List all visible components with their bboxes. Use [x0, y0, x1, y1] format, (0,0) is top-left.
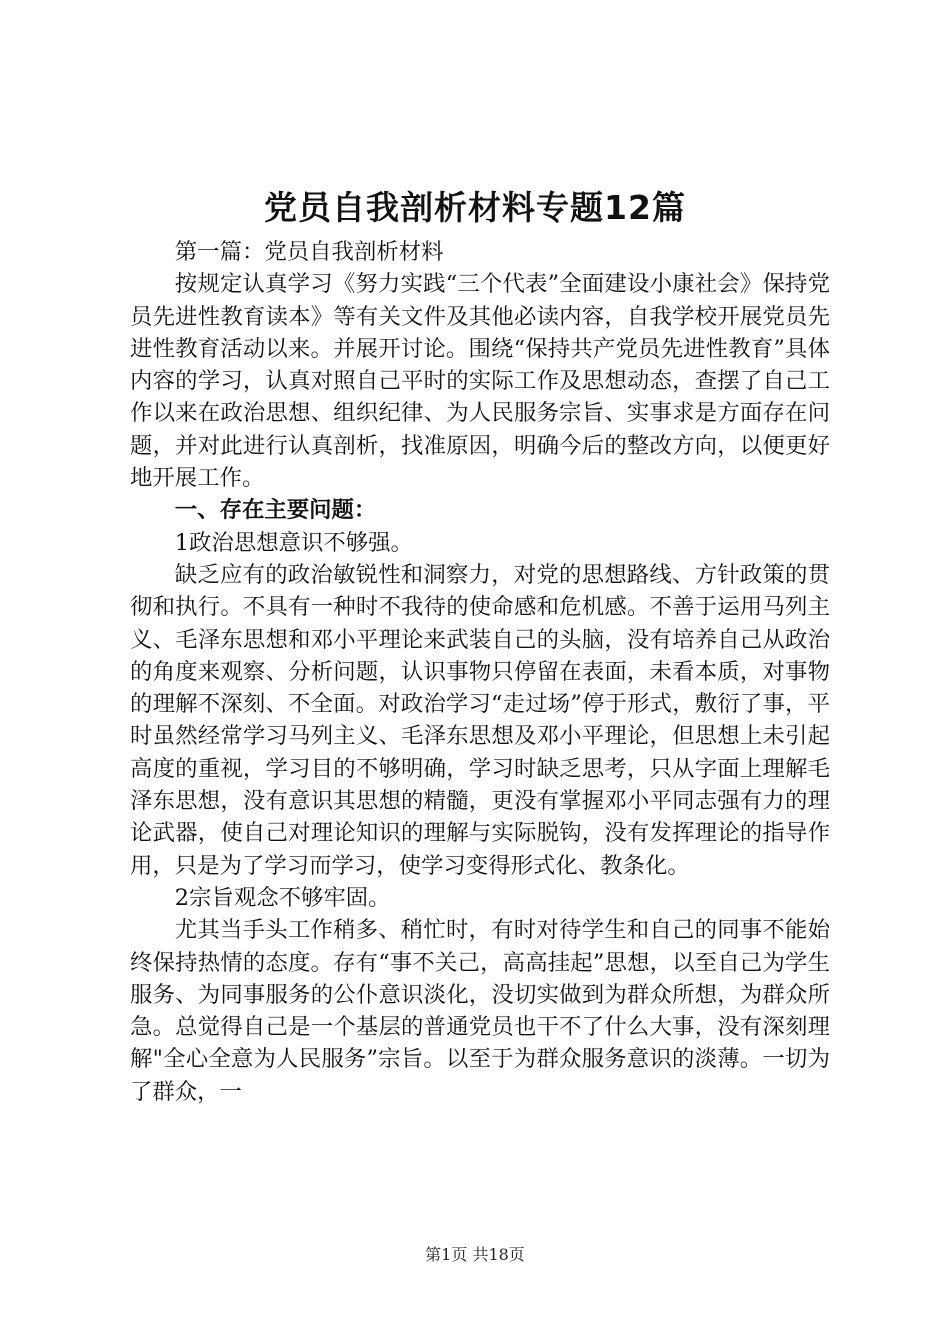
paragraph: 第一篇：党员自我剖析材料 [174, 239, 444, 265]
paragraph: 按规定认真学习《努力实践“三个代表”全面建设小康社会》保持党员先进性教育读本》等有关文件及其他必读内容，自我学校开展党员先进性教育活动以来。并展开讨论。围绕“保持共产党员先进性教育”具体内容的学习，认真对照自己平时的实际工作及思想动态，查摆了自己工作以来在政治思想、组织纪律、为人民服务宗旨、实事求是方面存在问题，并对此进行认真剖析，找准原因，明确今后的整改方向，以便更好地开展工作。 [130, 271, 830, 492]
section-heading: 一、存在主要问题： [174, 497, 377, 524]
page-footer: 第1页 共18页 [425, 1245, 525, 1264]
paragraph: 尤其当手头工作稍多、稍忙时，有时对待学生和自己的同事不能始终保持热情的态度。存有“事不关己，高高挂起”思想，以至自己为学生服务、为同事服务的公仆意识淡化，没切实做到为群众所想，为群众所急。总觉得自己是一个基层的普通党员也干不了什么大事，没有深刻理解"全心全意为人民服务”宗旨。以至于为群众服务意识的淡薄。一切为了群众，一 [130, 917, 830, 1105]
document-body [130, 236, 830, 1108]
paragraph: 1政治思想意识不够强。 [174, 529, 413, 556]
paragraph: 缺乏应有的政治敏锐性和洞察力，对党的思想路线、方针政策的贯彻和执行。不具有一种时不我待的使命感和危机感。不善于运用马列主义、毛泽东思想和邓小平理论来武装自己的头脑，没有培养自己从政治的角度来观察、分析问题，认识事物只停留在表面，未看本质，对事物的理解不深刻、不全面。对政治学习“走过场”停于形式，敷衍了事，平时虽然经常学习马列主义、毛泽东思想及邓小平理论，但思想上未引起高度的重视，学习目的不够明确，学习时缺乏思考，只从字面上理解毛泽东思想，没有意识其思想的精髓，更没有掌握邓小平同志强有力的理论武器，使自己对理论知识的理解与实际脱钩，没有发挥理论的指导作用，只是为了学习而学习，使学习变得形式化、教条化。 [130, 561, 830, 879]
document-title: 党员自我剖析材料专题12篇 [264, 188, 686, 227]
paragraph: 2宗旨观念不够牢固。 [174, 884, 391, 911]
